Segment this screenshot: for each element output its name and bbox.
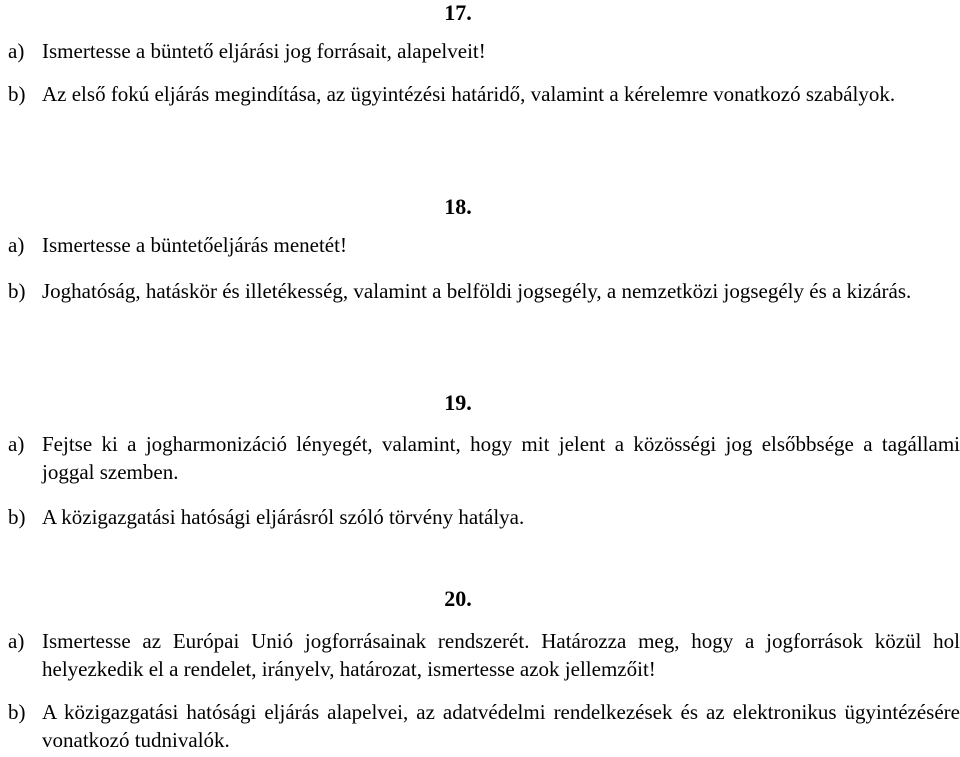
topic-20-item-b [8, 698, 960, 754]
item-text: A közigazgatási hatósági eljárásról szóló törvény hatálya. [42, 505, 525, 529]
topic-17-item-b [8, 80, 960, 108]
topic-number-17: 17. [444, 0, 472, 25]
topic-17-item-a [8, 37, 960, 65]
topic-20-item-a [8, 627, 960, 683]
item-label: a) [8, 432, 25, 456]
item-label: b) [8, 279, 26, 303]
item-label: a) [8, 233, 25, 257]
topic-number-19: 19. [444, 390, 472, 415]
item-label: a) [8, 629, 25, 653]
topic-number-18: 18. [444, 194, 472, 219]
item-text: Joghatóság, hatáskör és illetékesség, valamint a belföldi jogsegély, a nemzetközi jogsegély és a kizárás. [42, 279, 912, 303]
topic-18-item-b [8, 277, 960, 305]
item-label: a) [8, 39, 25, 63]
item-text: A közigazgatási hatósági eljárás alapelvei, az adatvédelmi rendelkezések és az elektronikus ügyintézésére vonatkozó tudnivalók. [42, 700, 960, 752]
item-label: b) [8, 505, 26, 529]
item-label: b) [8, 700, 26, 724]
item-label: b) [8, 82, 26, 106]
item-text: Ismertesse a büntetőeljárás menetét! [42, 233, 347, 257]
topic-19-item-b [8, 503, 960, 531]
topic-number-20: 20. [444, 586, 472, 611]
item-text: Az első fokú eljárás megindítása, az ügyintézési határidő, valamint a kérelemre vonatkozó szabályok. [42, 82, 896, 106]
item-text: Fejtse ki a jogharmonizáció lényegét, valamint, hogy mit jelent a közösségi jog elsőbbsége a tagállami joggal szemben. [42, 432, 960, 484]
item-text: Ismertesse az Európai Unió jogforrásainak rendszerét. Határozza meg, hogy a jogforrások közül hol helyezkedik el a rendelet, irányelv, határozat, ismertesse azok jellemzőit! [42, 629, 960, 681]
topic-19-item-a [8, 430, 960, 486]
item-text: Ismertesse a büntető eljárási jog forrásait, alapelveit! [42, 39, 486, 63]
topic-18-item-a [8, 231, 960, 259]
